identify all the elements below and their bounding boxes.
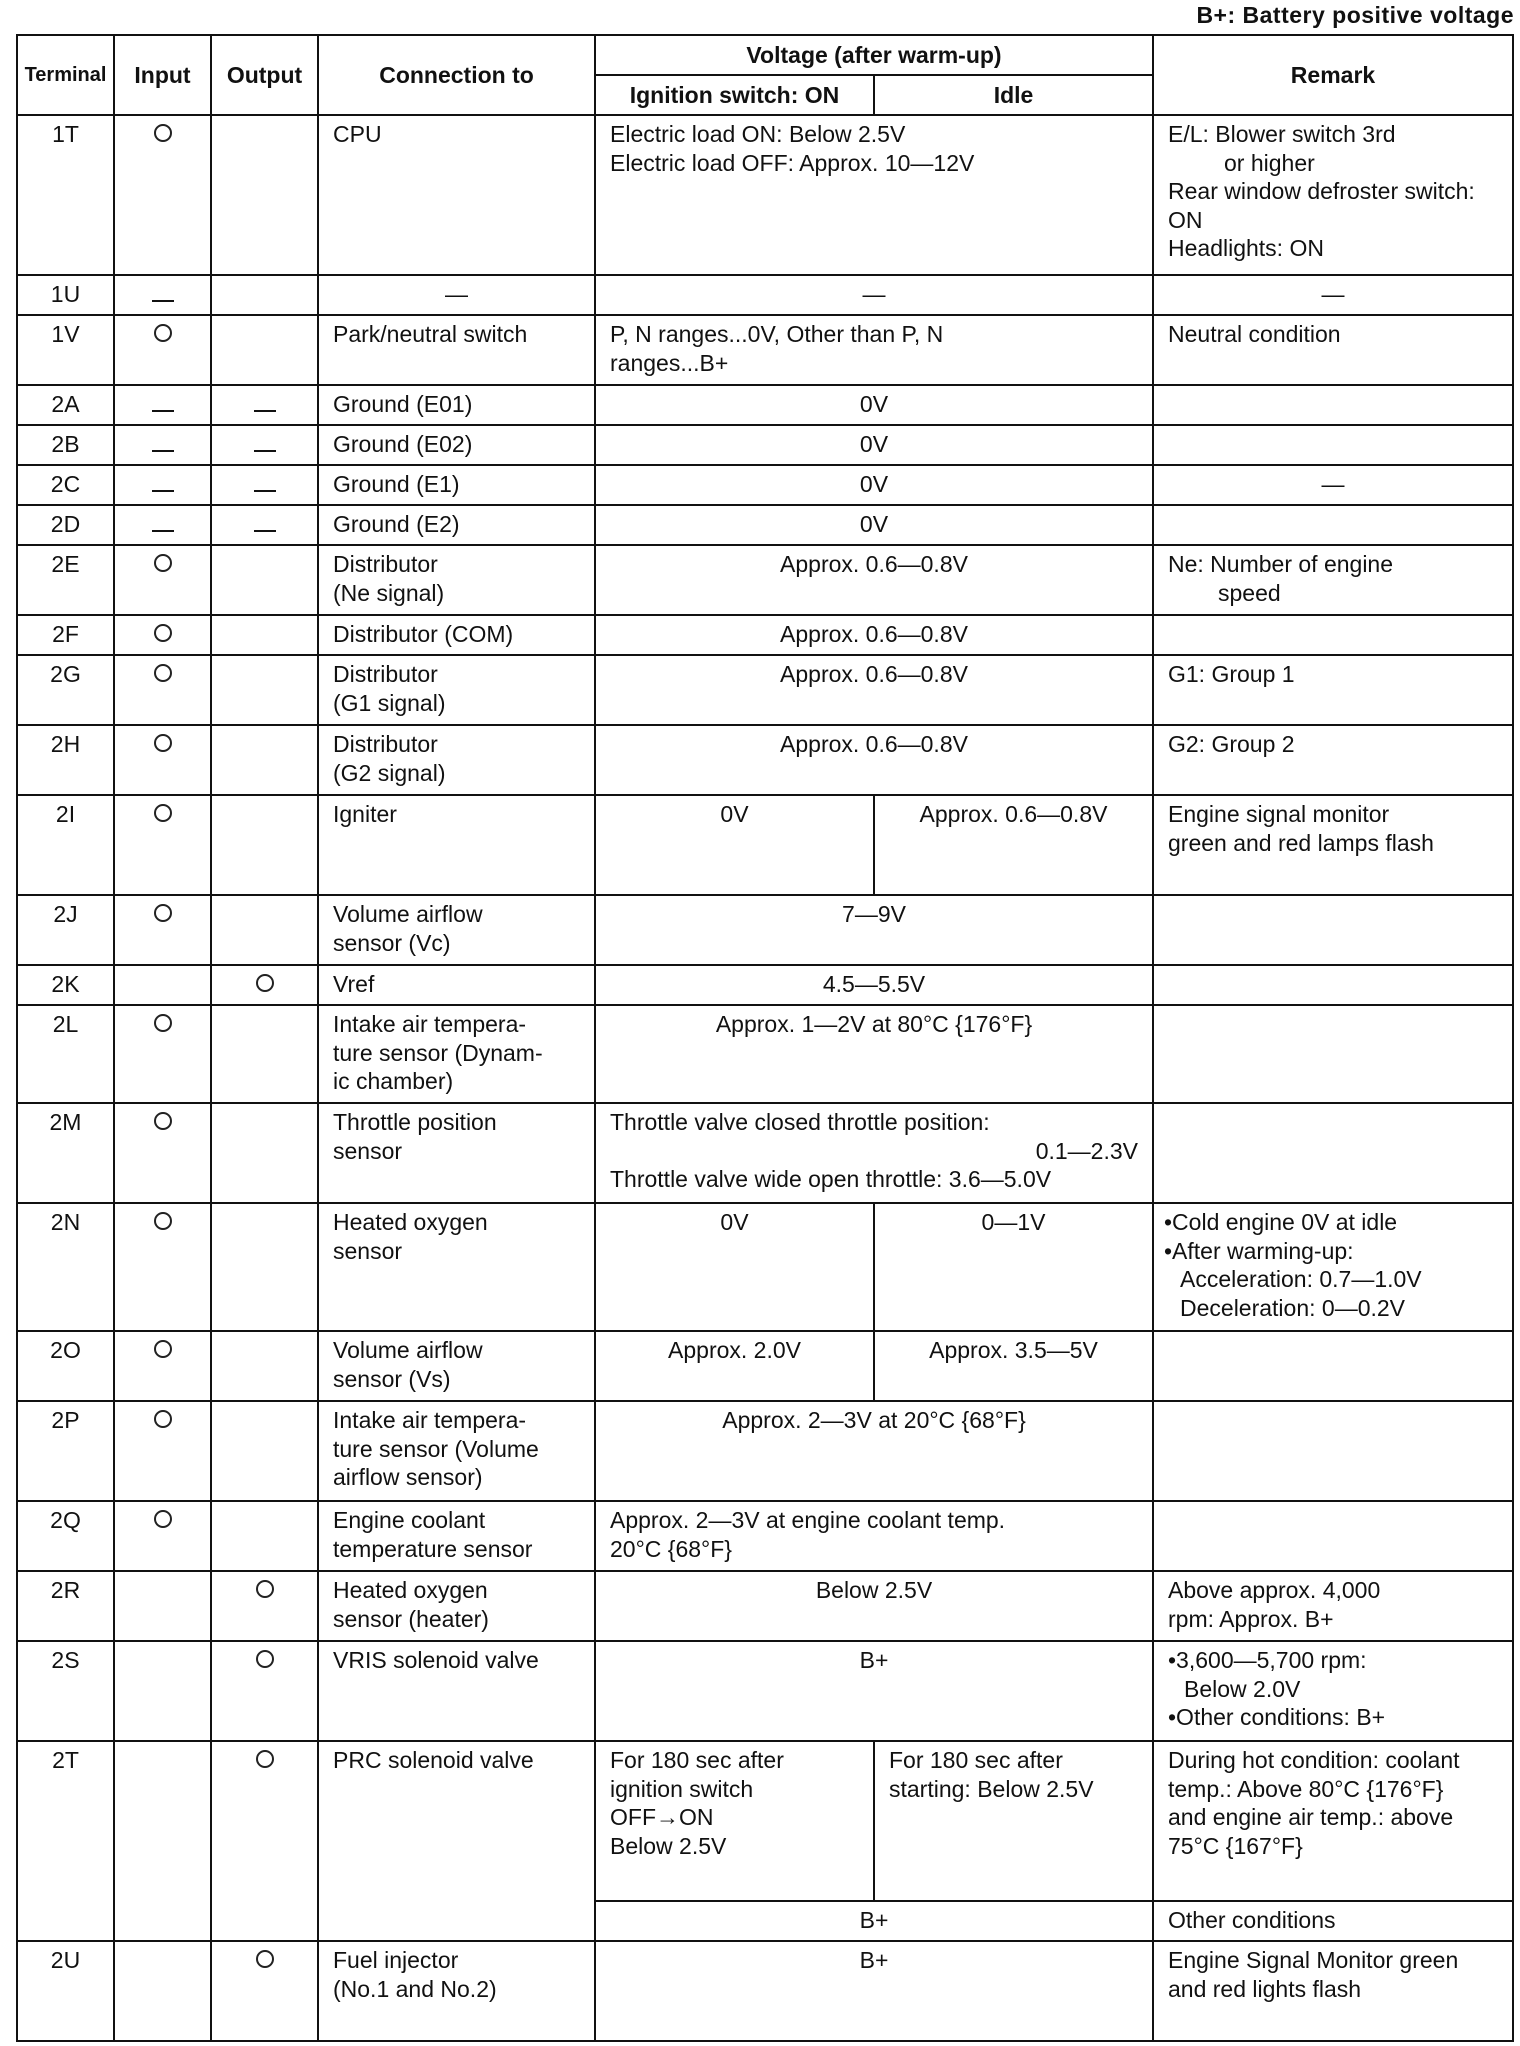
connection-cell: Distributor (G1 signal) (318, 655, 595, 725)
terminal-cell: 2N (17, 1203, 114, 1331)
input-cell (114, 615, 211, 655)
circle-icon (154, 1212, 172, 1230)
output-cell (211, 315, 318, 385)
input-cell (114, 315, 211, 385)
input-cell (114, 115, 211, 275)
circle-icon (154, 734, 172, 752)
terminal-cell: 2K (17, 965, 114, 1005)
dash-mark (152, 530, 174, 532)
output-cell (211, 1401, 318, 1501)
remark-cell (1153, 505, 1513, 545)
input-cell (114, 385, 211, 425)
voltage-cell: Approx. 0.6—0.8V (595, 615, 1153, 655)
dash-mark (152, 450, 174, 452)
output-cell (211, 895, 318, 965)
circle-icon (154, 324, 172, 342)
header-terminal: Terminal (17, 35, 114, 115)
remark-line: E/L: Blower switch 3rd (1168, 121, 1396, 147)
table-row (17, 115, 1513, 275)
table-row (17, 1103, 1513, 1203)
connection-cell: Ground (E01) (318, 385, 595, 425)
circle-icon (256, 1650, 274, 1668)
voltage-cell (595, 115, 1153, 275)
dash-mark (254, 490, 276, 492)
connection-cell: Intake air tempera- ture sensor (Volume airflow sensor) (318, 1401, 595, 1501)
output-cell (211, 1941, 318, 2041)
connection-cell: Vref (318, 965, 595, 1005)
voltage-line: Throttle valve wide open throttle: 3.6—5.0V (610, 1166, 1052, 1193)
remark-cell (1153, 1005, 1513, 1103)
input-cell (114, 1741, 211, 1941)
input-cell (114, 1005, 211, 1103)
output-cell (211, 1005, 318, 1103)
header-remark: Remark (1153, 35, 1513, 115)
remark-cell: During hot condition: coolant temp.: Above 80°C {176°F} and engine air temp.: above 75°C {167°F} (1153, 1741, 1513, 1901)
remark-cell (1153, 425, 1513, 465)
input-cell (114, 895, 211, 965)
table-row (17, 965, 1513, 1005)
table-row (17, 725, 1513, 795)
dash-mark (254, 410, 276, 412)
output-cell (211, 615, 318, 655)
table-row (17, 1401, 1513, 1501)
remark-cell (1153, 1203, 1513, 1331)
voltage-cell: Approx. 0.6—0.8V (595, 655, 1153, 725)
connection-cell: Igniter (318, 795, 595, 895)
connection-cell: Ground (E2) (318, 505, 595, 545)
ignition-voltage-cell: For 180 sec after ignition switch OFF→ON Below 2.5V (595, 1741, 874, 1901)
idle-voltage-cell: Approx. 0.6—0.8V (874, 795, 1153, 895)
table-row (17, 1741, 1513, 1901)
connection-cell: Throttle position sensor (318, 1103, 595, 1203)
remark-line: •3,600—5,700 rpm: (1168, 1647, 1367, 1673)
remark-line: Below 2.0V (1184, 1675, 1301, 1702)
terminal-cell: 2T (17, 1741, 114, 1941)
connection-cell: Fuel injector (No.1 and No.2) (318, 1941, 595, 2041)
remark-line: •After warming-up: (1164, 1237, 1354, 1264)
remark-line: or higher (1224, 149, 1315, 176)
table-row (17, 1501, 1513, 1571)
output-cell (211, 115, 318, 275)
table-row (17, 385, 1513, 425)
output-cell (211, 1501, 318, 1571)
input-cell (114, 1641, 211, 1741)
ignition-voltage-cell: Approx. 2.0V (595, 1331, 874, 1401)
input-cell (114, 505, 211, 545)
circle-icon (154, 1112, 172, 1130)
output-cell (211, 425, 318, 465)
connection-cell: CPU (318, 115, 595, 275)
terminal-cell: 2F (17, 615, 114, 655)
output-cell (211, 795, 318, 895)
output-cell (211, 275, 318, 315)
connection-cell: Distributor (G2 signal) (318, 725, 595, 795)
remark-cell: G1: Group 1 (1153, 655, 1513, 725)
voltage-line: 0.1—2.3V (1035, 1137, 1138, 1164)
connection-cell: Ground (E02) (318, 425, 595, 465)
circle-icon (256, 1580, 274, 1598)
remark-cell: G2: Group 2 (1153, 725, 1513, 795)
voltage-cell: Approx. 1—2V at 80°C {176°F} (595, 1005, 1153, 1103)
input-cell (114, 1501, 211, 1571)
input-cell (114, 795, 211, 895)
output-cell (211, 725, 318, 795)
output-cell (211, 385, 318, 425)
input-cell (114, 965, 211, 1005)
table-row (17, 275, 1513, 315)
terminal-cell: 2J (17, 895, 114, 965)
connection-cell: Distributor (COM) (318, 615, 595, 655)
terminal-cell: 2L (17, 1005, 114, 1103)
terminal-cell: 2S (17, 1641, 114, 1741)
voltage-cell: Approx. 0.6—0.8V (595, 725, 1153, 795)
terminal-cell: 2P (17, 1401, 114, 1501)
idle-voltage-cell: 0—1V (874, 1203, 1153, 1331)
table-row (17, 315, 1513, 385)
input-cell (114, 1331, 211, 1401)
output-cell (211, 1203, 318, 1331)
voltage-cell: Approx. 2—3V at engine coolant temp. 20°C {68°F} (595, 1501, 1153, 1571)
remark-line: Acceleration: 0.7—1.0V (1180, 1266, 1422, 1293)
header-ignition: Ignition switch: ON (595, 75, 874, 115)
terminal-voltage-table (16, 34, 1514, 2042)
header-connection: Connection to (318, 35, 595, 115)
remark-line: Deceleration: 0—0.2V (1180, 1294, 1406, 1321)
header-voltage: Voltage (after warm-up) (595, 35, 1153, 75)
circle-icon (154, 554, 172, 572)
header-input: Input (114, 35, 211, 115)
input-cell (114, 1401, 211, 1501)
input-cell (114, 1103, 211, 1203)
output-cell (211, 1103, 318, 1203)
idle-voltage-cell: For 180 sec after starting: Below 2.5V (874, 1741, 1153, 1901)
circle-icon (154, 124, 172, 142)
voltage-cell: 0V (595, 465, 1153, 505)
remark-cell (1153, 545, 1513, 615)
input-cell (114, 275, 211, 315)
terminal-cell: 1V (17, 315, 114, 385)
terminal-cell: 2B (17, 425, 114, 465)
circle-icon (256, 1950, 274, 1968)
ignition-voltage-cell: 0V (595, 795, 874, 895)
remark-cell: Engine Signal Monitor green and red lights flash (1153, 1941, 1513, 2041)
voltage-cell: Below 2.5V (595, 1571, 1153, 1641)
table-row (17, 795, 1513, 895)
table-row (17, 895, 1513, 965)
circle-icon (154, 1410, 172, 1428)
voltage-line: Throttle valve closed throttle position: (610, 1109, 990, 1135)
terminal-cell: 2R (17, 1571, 114, 1641)
remark-line: Rear window defroster switch: ON (1168, 178, 1475, 233)
voltage-cell: 7—9V (595, 895, 1153, 965)
input-cell (114, 725, 211, 795)
remark-cell: Engine signal monitor green and red lamps flash (1153, 795, 1513, 895)
input-cell (114, 1203, 211, 1331)
terminal-cell: 1U (17, 275, 114, 315)
terminal-cell: 1T (17, 115, 114, 275)
table-row (17, 1005, 1513, 1103)
remark-cell (1153, 1501, 1513, 1571)
remark-line: Ne: Number of engine (1168, 551, 1394, 577)
connection-cell: Distributor (Ne signal) (318, 545, 595, 615)
table-row (17, 1331, 1513, 1401)
remark-cell (1153, 965, 1513, 1005)
voltage-cell: 0V (595, 425, 1153, 465)
remark-cell: — (1153, 275, 1513, 315)
table-row (17, 1203, 1513, 1331)
output-cell (211, 1741, 318, 1941)
terminal-cell: 2I (17, 795, 114, 895)
terminal-cell: 2M (17, 1103, 114, 1203)
header-row (17, 35, 1513, 75)
header-idle: Idle (874, 75, 1153, 115)
remark-cell (1153, 1103, 1513, 1203)
voltage-cell: 0V (595, 505, 1153, 545)
terminal-cell: 2G (17, 655, 114, 725)
input-cell (114, 1941, 211, 2041)
remark-cell (1153, 1401, 1513, 1501)
remark-cell: Above approx. 4,000 rpm: Approx. B+ (1153, 1571, 1513, 1641)
voltage-cell: 4.5—5.5V (595, 965, 1153, 1005)
connection-cell: Park/neutral switch (318, 315, 595, 385)
terminal-cell: 2C (17, 465, 114, 505)
remark-line: •Cold engine 0V at idle (1164, 1209, 1398, 1235)
dash-mark (152, 300, 174, 302)
terminal-cell: 2O (17, 1331, 114, 1401)
circle-icon (154, 1510, 172, 1528)
voltage-line: Electric load OFF: Approx. 10—12V (610, 149, 975, 176)
connection-cell: Volume airflow sensor (Vs) (318, 1331, 595, 1401)
remark-cell (1153, 615, 1513, 655)
output-cell (211, 505, 318, 545)
table-row (17, 545, 1513, 615)
dash-mark (254, 450, 276, 452)
input-cell (114, 465, 211, 505)
ignition-voltage-cell: 0V (595, 1203, 874, 1331)
circle-icon (154, 664, 172, 682)
terminal-cell: 2D (17, 505, 114, 545)
terminal-cell: 2A (17, 385, 114, 425)
terminal-cell: 2H (17, 725, 114, 795)
remark-cell (1153, 385, 1513, 425)
connection-cell: Volume airflow sensor (Vc) (318, 895, 595, 965)
remark-line: Headlights: ON (1168, 235, 1324, 262)
table-row (17, 1571, 1513, 1641)
remark-cell (1153, 1641, 1513, 1741)
remark-cell (1153, 895, 1513, 965)
header-output: Output (211, 35, 318, 115)
output-cell (211, 655, 318, 725)
voltage-cell: B+ (595, 1941, 1153, 2041)
circle-icon (256, 974, 274, 992)
terminal-cell: 2Q (17, 1501, 114, 1571)
remark-line: speed (1218, 579, 1281, 606)
connection-cell: Ground (E1) (318, 465, 595, 505)
remark-cell: — (1153, 465, 1513, 505)
connection-cell: Heated oxygen sensor (318, 1203, 595, 1331)
connection-cell: PRC solenoid valve (318, 1741, 595, 1941)
voltage-cell: 0V (595, 385, 1153, 425)
voltage-cell: B+ (595, 1901, 1153, 1941)
table-row (17, 505, 1513, 545)
table-row (17, 465, 1513, 505)
voltage-cell: Approx. 0.6—0.8V (595, 545, 1153, 615)
connection-cell: Engine coolant temperature sensor (318, 1501, 595, 1571)
table-row (17, 655, 1513, 725)
terminal-cell: 2E (17, 545, 114, 615)
connection-cell: VRIS solenoid valve (318, 1641, 595, 1741)
dash-mark (254, 530, 276, 532)
table-row (17, 425, 1513, 465)
input-cell (114, 1571, 211, 1641)
input-cell (114, 655, 211, 725)
connection-cell: Heated oxygen sensor (heater) (318, 1571, 595, 1641)
voltage-cell: — (595, 275, 1153, 315)
remark-cell: Other conditions (1153, 1901, 1513, 1941)
remark-cell: Neutral condition (1153, 315, 1513, 385)
voltage-cell: B+ (595, 1641, 1153, 1741)
circle-icon (154, 624, 172, 642)
battery-voltage-note: B+: Battery positive voltage (1196, 2, 1514, 28)
remark-cell (1153, 1331, 1513, 1401)
connection-cell: Intake air tempera- ture sensor (Dynam- ic chamber) (318, 1005, 595, 1103)
dash-mark (152, 490, 174, 492)
table-row (17, 1641, 1513, 1741)
circle-icon (256, 1750, 274, 1768)
output-cell (211, 965, 318, 1005)
terminal-cell: 2U (17, 1941, 114, 2041)
voltage-line: Electric load ON: Below 2.5V (610, 121, 906, 147)
input-cell (114, 545, 211, 615)
output-cell (211, 545, 318, 615)
circle-icon (154, 1014, 172, 1032)
circle-icon (154, 804, 172, 822)
table-row (17, 615, 1513, 655)
table-row (17, 1941, 1513, 2041)
output-cell (211, 465, 318, 505)
output-cell (211, 1331, 318, 1401)
voltage-cell: Approx. 2—3V at 20°C {68°F} (595, 1401, 1153, 1501)
input-cell (114, 425, 211, 465)
dash-mark (152, 410, 174, 412)
idle-voltage-cell: Approx. 3.5—5V (874, 1331, 1153, 1401)
voltage-cell: P, N ranges...0V, Other than P, N ranges...B+ (595, 315, 1153, 385)
voltage-cell (595, 1103, 1153, 1203)
circle-icon (154, 1340, 172, 1358)
remark-cell (1153, 115, 1513, 275)
connection-cell: — (318, 275, 595, 315)
remark-line: •Other conditions: B+ (1168, 1704, 1386, 1731)
output-cell (211, 1641, 318, 1741)
output-cell (211, 1571, 318, 1641)
circle-icon (154, 904, 172, 922)
